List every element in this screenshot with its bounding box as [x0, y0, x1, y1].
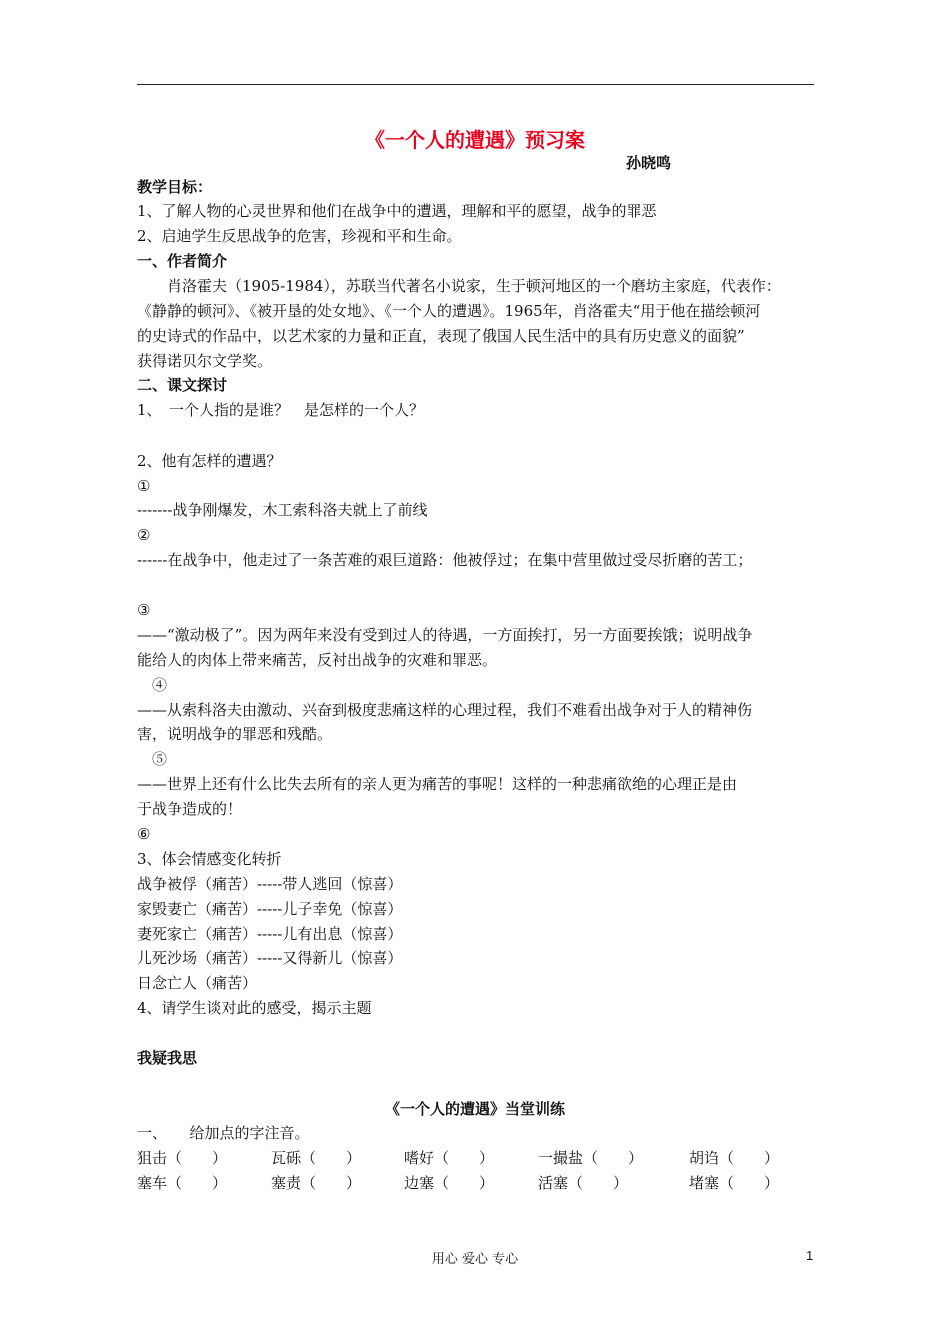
- goal-line-1: 1、了解人物的心灵世界和他们在战争中的遭遇，理解和平的愿望，战争的罪恶: [137, 202, 657, 220]
- pinyin-item: 胡诌（ ）: [689, 1149, 780, 1167]
- pinyin-item: 堵塞（ ）: [689, 1174, 780, 1192]
- item-marker-1: ①: [137, 477, 151, 495]
- author-intro-line-2: 《静静的顿河》、《被开垦的处女地》、《一个人的遭遇》。1965年，肖洛霍夫“用于他在描绘顿河: [137, 302, 761, 320]
- pinyin-item: 边塞（ ）: [404, 1174, 495, 1192]
- item-marker-5: ⑤: [137, 750, 168, 768]
- item-text-3b: 能给人的肉体上带来痛苦，反衬出战争的灾难和罪恶。: [137, 651, 498, 669]
- item-text-3a: ——“激动极了”。因为两年来没有受到过人的待遇，一方面挨打，另一方面要挨饿；说明战争: [137, 626, 753, 644]
- question-2: 2、他有怎样的遭遇？: [137, 452, 282, 470]
- pinyin-item: 一撮盐（ ）: [538, 1149, 644, 1167]
- question-1: 1、 一个人指的是谁？ 是怎样的一个人？: [137, 401, 425, 419]
- item-marker-3: ③: [137, 601, 151, 619]
- author-intro-line-1: 肖洛霍夫（1905-1984），苏联当代著名小说家，生于顿河地区的一个磨坊主家庭，代表作：: [137, 277, 781, 295]
- item-text-2: ------在战争中，他走过了一条苦难的艰巨道路：他被俘过；在集中营里做过受尽折磨的苦工；: [137, 551, 753, 569]
- item-marker-2: ②: [137, 526, 151, 544]
- item-text-4a: ——从索科洛夫由激动、兴奋到极度悲痛这样的心理过程，我们不难看出战争对于人的精神伤: [137, 701, 753, 719]
- emotion-row-5: 日念亡人（痛苦）: [137, 974, 258, 992]
- section-heading-discussion: 二、课文探讨: [137, 376, 228, 394]
- section-heading-goals: 教学目标：: [137, 178, 213, 196]
- item-marker-6: ⑥: [137, 825, 151, 843]
- item-marker-4: ④: [137, 676, 168, 694]
- item-text-5b: 于战争造成的！: [137, 800, 243, 818]
- emotion-row-4: 儿死沙场（痛苦）-----又得新儿（惊喜）: [137, 949, 403, 967]
- section-heading-reflection: 我疑我思: [137, 1049, 198, 1067]
- section-heading-author: 一、作者简介: [137, 252, 228, 270]
- pinyin-item: 塞车（ ）: [137, 1174, 228, 1192]
- question-4: 4、请学生谈对此的感受，揭示主题: [137, 999, 372, 1017]
- emotion-row-1: 战争被俘（痛苦）-----带人逃回（惊喜）: [137, 875, 403, 893]
- pinyin-item: 瓦砾（ ）: [271, 1149, 362, 1167]
- author-intro-line-3: 的史诗式的作品中，以艺术家的力量和正直，表现了俄国人民生活中的具有历史意义的面貌”: [137, 327, 745, 345]
- page-number: 1: [806, 1248, 814, 1263]
- emotion-row-3: 妻死家亡（痛苦）-----儿有出息（惊喜）: [137, 925, 403, 943]
- item-text-1: -------战争刚爆发，木工索科洛夫就上了前线: [137, 501, 428, 519]
- item-text-5a: ——世界上还有什么比失去所有的亲人更为痛苦的事呢！这样的一种悲痛欲绝的心理正是由: [137, 775, 738, 793]
- pinyin-item: 狙击（ ）: [137, 1149, 228, 1167]
- author-name: 孙晓鸣: [626, 154, 672, 172]
- page-footer: 用心 爱心 专心: [431, 1252, 519, 1267]
- training-title: 《一个人的遭遇》当堂训练: [384, 1100, 565, 1118]
- author-intro-line-4: 获得诺贝尔文学奖。: [137, 352, 273, 370]
- goal-line-2: 2、启迪学生反思战争的危害，珍视和平和生命。: [137, 227, 462, 245]
- pinyin-item: 活塞（ ）: [538, 1174, 629, 1192]
- question-3: 3、体会情感变化转折: [137, 850, 282, 868]
- emotion-row-2: 家毁妻亡（痛苦）-----儿子幸免（惊喜）: [137, 900, 403, 918]
- document-title: 《一个人的遭遇》预习案: [365, 128, 585, 152]
- training-instruction: 一、 给加点的字注音。: [137, 1124, 310, 1142]
- pinyin-item: 塞责（ ）: [271, 1174, 362, 1192]
- header-rule: [137, 84, 814, 85]
- pinyin-item: 嗜好（ ）: [404, 1149, 495, 1167]
- item-text-4b: 害，说明战争的罪恶和残酷。: [137, 725, 333, 743]
